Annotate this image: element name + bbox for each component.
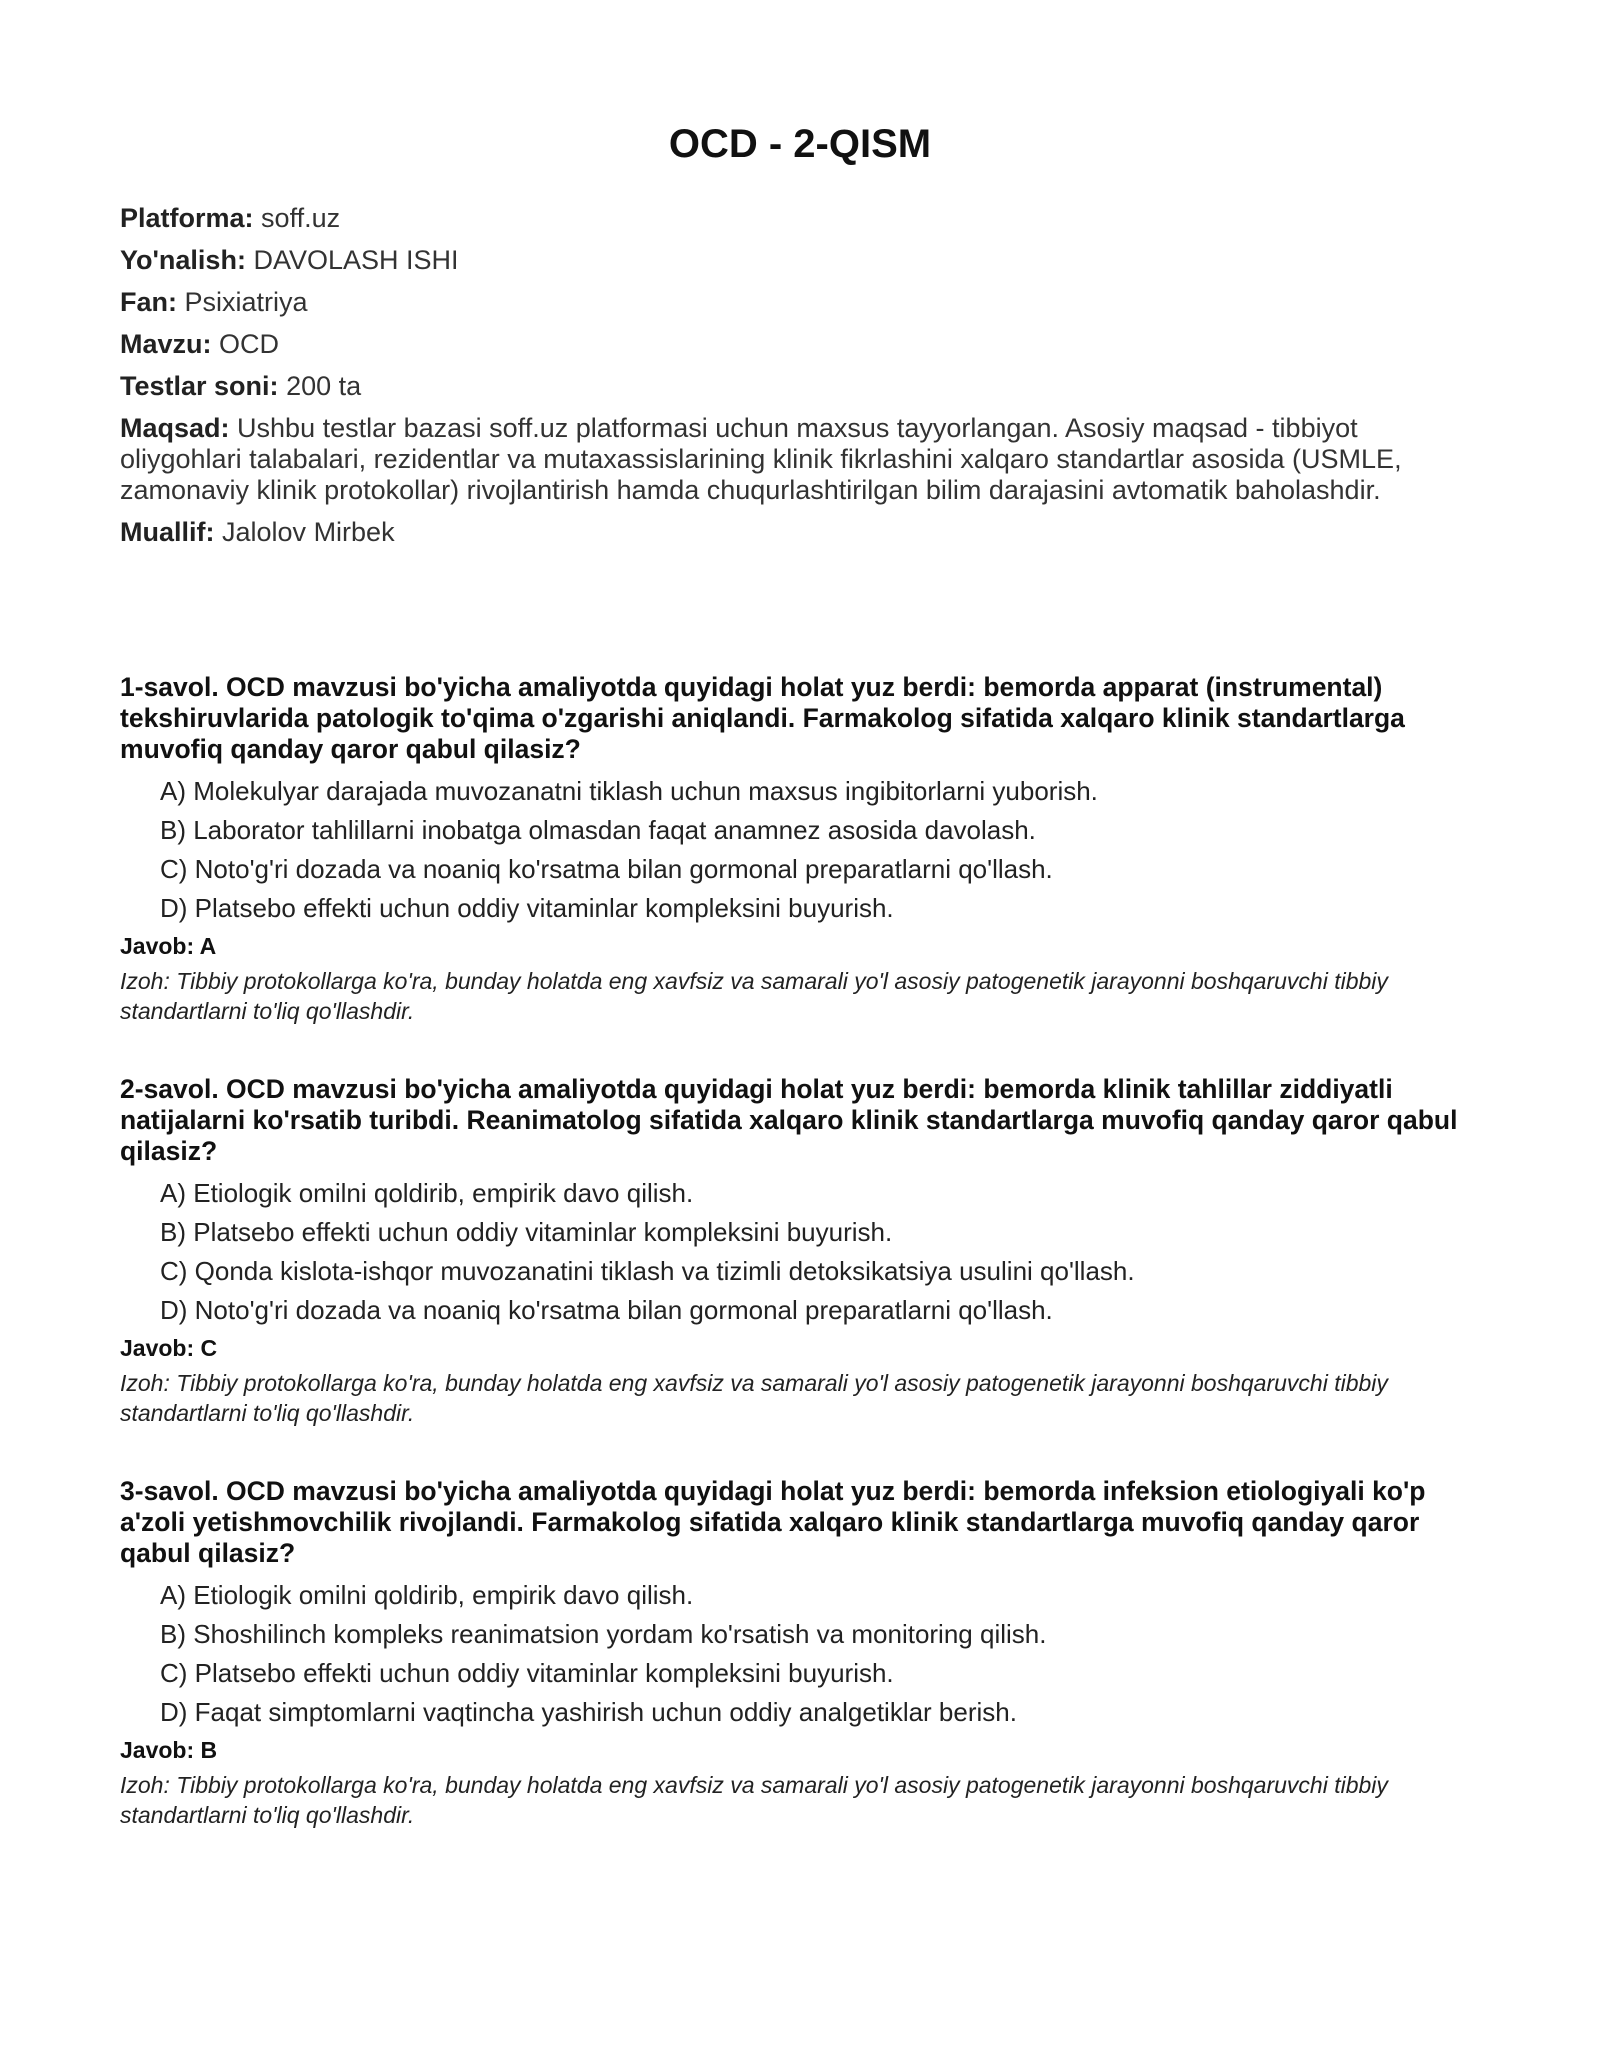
answer-options <box>120 1580 1485 1727</box>
meta-label: Testlar soni: <box>120 371 279 401</box>
meta-value: Ushbu testlar bazasi soff.uz platformasi uchun maxsus tayyorlangan. Asosiy maqsad - tibbiyot oliygohlari talabalari, rezidentlar va mutaxassislarining klinik fikrlashini xalqaro standartlar asosida (USMLE, zamonaviy klinik protokollar) rivojlantirish hamda chuqurlashtirilgan bilim darajasini avtomatik baholashdir. <box>120 413 1402 505</box>
meta-label: Yo'nalish: <box>120 245 246 275</box>
meta-author <box>120 517 1480 548</box>
spacer <box>120 1026 1485 1074</box>
option-d: D) Noto'g'ri dozada va noaniq ko'rsatma bilan gormonal preparatlarni qo'llash. <box>160 1295 1053 1325</box>
meta-value: 200 ta <box>286 371 362 401</box>
meta-topic <box>120 329 1480 360</box>
option-a: A) Etiologik omilni qoldirib, empirik davo qilish. <box>160 1580 694 1610</box>
question-2 <box>120 1074 1485 1428</box>
meta-test-count <box>120 371 1480 402</box>
meta-label: Muallif: <box>120 517 215 547</box>
answer-options <box>120 776 1485 923</box>
option-d: D) Platsebo effekti uchun oddiy vitaminlar kompleksini buyurish. <box>160 893 894 923</box>
option-b: B) Shoshilinch kompleks reanimatsion yordam ko'rsatish va monitoring qilish. <box>160 1619 1047 1649</box>
meta-info <box>120 203 1480 559</box>
correct-answer: Javob: A <box>120 933 217 959</box>
meta-label: Mavzu: <box>120 329 212 359</box>
option-d: D) Faqat simptomlarni vaqtincha yashirish uchun oddiy analgetiklar berish. <box>160 1697 1017 1727</box>
meta-label: Maqsad: <box>120 413 230 443</box>
spacer <box>120 1428 1485 1476</box>
meta-value: soff.uz <box>261 203 341 233</box>
option-c: C) Platsebo effekti uchun oddiy vitaminlar kompleksini buyurish. <box>160 1658 894 1688</box>
meta-subject <box>120 287 1480 318</box>
question-text: 2-savol. OCD mavzusi bo'yicha amaliyotda quyidagi holat yuz berdi: bemorda klinik tahlillar ziddiyatli natijalarni ko'rsatib turibdi. Reanimatolog sifatida xalqaro klinik standartlarga muvofiq qanday qaror qabul qilasiz? <box>120 1074 1458 1166</box>
meta-value: DAVOLASH ISHI <box>253 245 459 275</box>
meta-direction <box>120 245 1480 276</box>
meta-platform <box>120 203 1480 234</box>
answer-options <box>120 1178 1485 1325</box>
meta-label: Platforma: <box>120 203 254 233</box>
question-list <box>120 672 1485 1830</box>
option-c: C) Noto'g'ri dozada va noaniq ko'rsatma bilan gormonal preparatlarni qo'llash. <box>160 854 1053 884</box>
question-text: 3-savol. OCD mavzusi bo'yicha amaliyotda quyidagi holat yuz berdi: bemorda infeksion etiologiyali ko'p a'zoli yetishmovchilik rivojlandi. Farmakolog sifatida xalqaro klinik standartlarga muvofiq qanday qaror qabul qilasiz? <box>120 1476 1426 1568</box>
document-title: OCD - 2-QISM <box>668 122 932 166</box>
correct-answer: Javob: B <box>120 1737 218 1763</box>
question-1 <box>120 672 1485 1026</box>
option-a: A) Molekulyar darajada muvozanatni tiklash uchun maxsus ingibitorlarni yuborish. <box>160 776 1098 806</box>
meta-value: Psixiatriya <box>184 287 308 317</box>
meta-value: OCD <box>219 329 280 359</box>
question-text: 1-savol. OCD mavzusi bo'yicha amaliyotda quyidagi holat yuz berdi: bemorda apparat (instrumental) tekshiruvlarida patologik to'qima o'zgarishi aniqlandi. Farmakolog sifatida xalqaro klinik standartlarga muvofiq qanday qaror qabul qilasiz? <box>120 672 1405 764</box>
explanation: Izoh: Tibbiy protokollarga ko'ra, bunday holatda eng xavfsiz va samarali yo'l asosiy patogenetik jarayonni boshqaruvchi tibbiy standartlarni to'liq qo'llashdir. <box>120 968 1388 1024</box>
option-b: B) Platsebo effekti uchun oddiy vitaminlar kompleksini buyurish. <box>160 1217 893 1247</box>
correct-answer: Javob: C <box>120 1335 218 1361</box>
option-c: C) Qonda kislota-ishqor muvozanatini tiklash va tizimli detoksikatsiya usulini qo'llash. <box>160 1256 1135 1286</box>
explanation: Izoh: Tibbiy protokollarga ko'ra, bunday holatda eng xavfsiz va samarali yo'l asosiy patogenetik jarayonni boshqaruvchi tibbiy standartlarni to'liq qo'llashdir. <box>120 1772 1388 1828</box>
meta-value: Jalolov Mirbek <box>222 517 395 547</box>
explanation: Izoh: Tibbiy protokollarga ko'ra, bunday holatda eng xavfsiz va samarali yo'l asosiy patogenetik jarayonni boshqaruvchi tibbiy standartlarni to'liq qo'llashdir. <box>120 1370 1388 1426</box>
question-3 <box>120 1476 1485 1830</box>
option-b: B) Laborator tahlillarni inobatga olmasdan faqat anamnez asosida davolash. <box>160 815 1036 845</box>
meta-purpose <box>120 413 1480 506</box>
option-a: A) Etiologik omilni qoldirib, empirik davo qilish. <box>160 1178 694 1208</box>
meta-label: Fan: <box>120 287 177 317</box>
